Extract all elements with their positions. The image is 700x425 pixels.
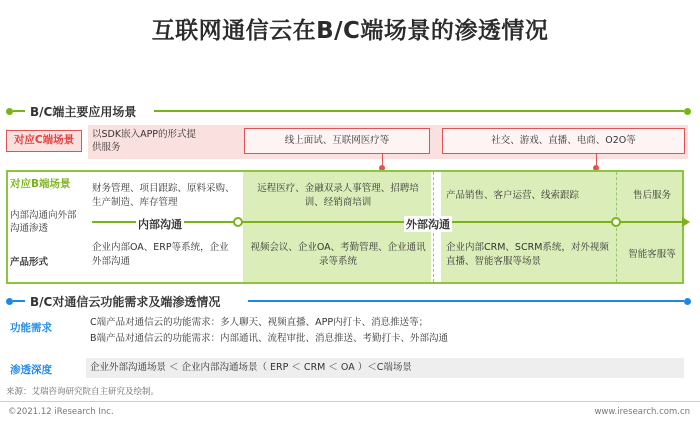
section2-line-left: [13, 300, 25, 302]
b-row2-cell-4: 智能客服等: [628, 249, 676, 260]
section2-dot-end: [684, 298, 691, 305]
b-row1-cell-3: 产品销售、客户运营、线索跟踪: [446, 190, 580, 201]
footer-copyright: ©2021.12 iResearch Inc.: [8, 407, 114, 417]
c-box-1-text: 线上面试、互联网医疗等: [284, 135, 390, 146]
b-flow-node-1: [233, 217, 243, 227]
b-flow-node-2: [611, 217, 621, 227]
b-row1-cell-4: 售后服务: [632, 190, 671, 201]
b-label: 对应B端场景: [10, 178, 71, 190]
footer-divider: [0, 401, 700, 402]
b-inner-comm: 内部沟通: [138, 218, 182, 231]
depth-bar: [86, 358, 684, 378]
b-flow-arrow-icon: [682, 217, 690, 227]
b-row1-cell-2: 远程医疗、金融双录人事管理、招聘培训、经销商培训: [257, 183, 419, 208]
c-label-box: [6, 130, 82, 152]
source-note: 来源：艾瑞咨询研究院自主研究及绘制。: [6, 387, 160, 397]
c-desc: 以SDK嵌入APP的形式提供服务: [92, 129, 197, 153]
func-line-1: C端产品对通信云的功能需求：多人聊天、视频直播、APP内打卡、消息推送等；: [90, 317, 429, 328]
func-label: 功能需求: [10, 322, 52, 334]
c-box-2-text: 社交、游戏、直播、电商、O2O等: [491, 135, 636, 146]
section2-dot: [6, 298, 13, 305]
b-row2-cell-2: 视频会议、企业OA、考勤管理、企业通讯录等系统: [250, 242, 426, 267]
section2-line-right: [248, 300, 684, 302]
b-form-label: 产品形式: [10, 257, 49, 268]
b-comm-label: 内部沟通向外部沟通渗透: [10, 210, 77, 234]
section-line-right: [154, 110, 684, 112]
func-line-2: B端产品对通信云的功能需求：内部通讯、流程审批、消息推送、考勤打卡、外部沟通: [90, 333, 449, 344]
c-box-2: [442, 128, 685, 154]
b-row2-cell-1: 企业内部OA、ERP等系统，企业外部沟通: [92, 242, 229, 267]
footer-url: www.iresearch.com.cn: [594, 407, 690, 417]
b-row1-cell-1: 财务管理、项目跟踪、原料采购、生产制造、库存管理: [92, 183, 235, 208]
section-line-left: [13, 110, 25, 112]
section-dot: [6, 108, 13, 115]
c-box-1: [244, 128, 430, 154]
c-label: 对应C端场景: [13, 134, 75, 146]
depth-text: 企业外部沟通场景 ＜ 企业内部沟通场景（ ERP ＜ CRM ＜ OA ）＜C端场景: [90, 362, 412, 373]
section-dot-end: [684, 108, 691, 115]
b-row2-cell-3: 企业内部CRM、SCRM系统，对外视频直播、智能客服等场景: [446, 242, 609, 267]
section-heading-scenarios: B/C端主要应用场景: [30, 105, 137, 119]
depth-label: 渗透深度: [10, 364, 52, 376]
b-separator-2: [616, 172, 617, 282]
b-outer-comm: 外部沟通: [406, 218, 450, 231]
section-heading-demand: B/C对通信云功能需求及端渗透情况: [30, 295, 221, 309]
page-title: 互联网通信云在B/C端场景的渗透情况: [151, 18, 549, 44]
